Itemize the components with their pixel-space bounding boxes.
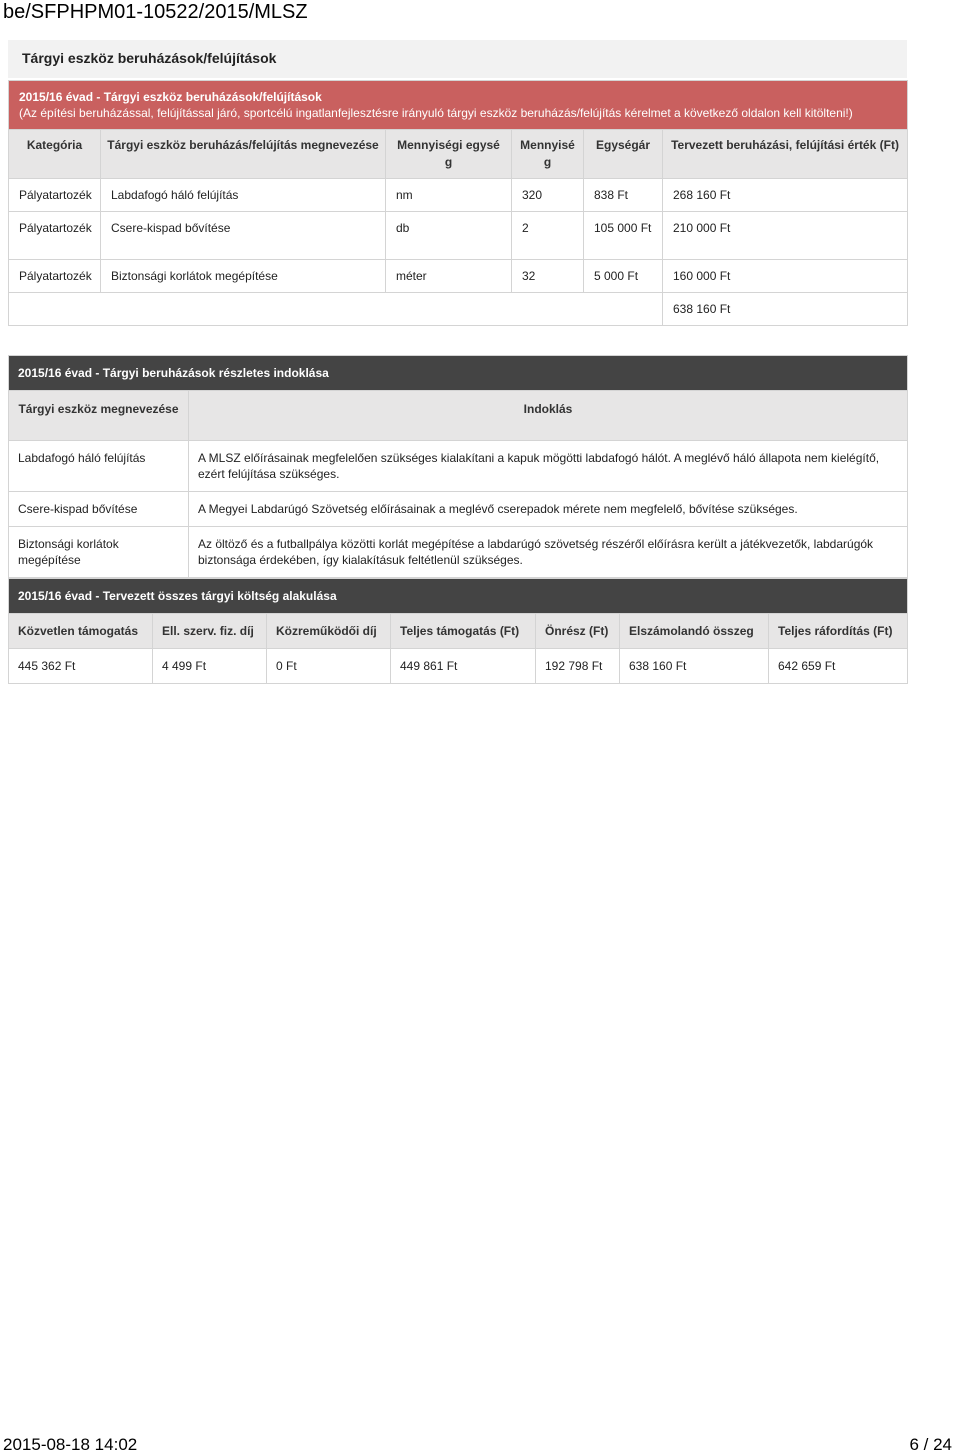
table-row xyxy=(9,492,908,527)
col-total-support: Teljes támogatás (Ft) xyxy=(391,614,536,649)
cell-unit: db xyxy=(386,212,512,260)
investments-note: (Az építési beruházással, felújítással járó, sportcélú ingatlanfejlesztésre irányuló tárgyi eszköz beruházás/felújítás kérelmet a következő oldalon kell kitölteni!) xyxy=(19,106,853,120)
investments-total: 638 160 Ft xyxy=(663,293,908,326)
cell-reason: A Megyei Labdarúgó Szövetség előírásainak a meglévő cserepadok mérete nem megfelelő, bővítése szükséges. xyxy=(189,492,908,527)
cell-quantity: 32 xyxy=(512,260,584,293)
cell-accountable-amount: 638 160 Ft xyxy=(620,649,769,684)
cell-unit: nm xyxy=(386,179,512,212)
col-accountable-amount: Elszámolandó összeg xyxy=(620,614,769,649)
footer-timestamp: 2015-08-18 14:02 xyxy=(3,1435,138,1454)
costs-table xyxy=(8,578,908,684)
col-unit: Mennyiségi egysé g xyxy=(386,130,512,179)
total-row xyxy=(9,293,908,326)
cell-value: 160 000 Ft xyxy=(663,260,908,293)
col-quantity: Mennyisé g xyxy=(512,130,584,179)
cell-asset-name: Biztonsági korlátok megépítése xyxy=(9,527,189,578)
cell-unit-price: 838 Ft xyxy=(584,179,663,212)
cell-name: Labdafogó háló felújítás xyxy=(101,179,386,212)
cell-quantity: 320 xyxy=(512,179,584,212)
table-row xyxy=(9,527,908,578)
table-row xyxy=(9,212,908,260)
cell-value: 210 000 Ft xyxy=(663,212,908,260)
cell-category: Pályatartozék xyxy=(9,179,101,212)
cell-direct-support: 445 362 Ft xyxy=(9,649,153,684)
col-asset-name: Tárgyi eszköz megnevezése xyxy=(9,391,189,441)
cell-value: 268 160 Ft xyxy=(663,179,908,212)
cell-total-expense: 642 659 Ft xyxy=(769,649,908,684)
cell-asset-name: Labdafogó háló felújítás xyxy=(9,441,189,492)
investments-heading: 2015/16 évad - Tárgyi eszköz beruházások/felújítások xyxy=(19,90,322,104)
col-intermediary-fee: Közreműködői díj xyxy=(267,614,391,649)
cell-total-support: 449 861 Ft xyxy=(391,649,536,684)
justification-table xyxy=(8,355,908,578)
cell-unit-price: 105 000 Ft xyxy=(584,212,663,260)
cell-own-share: 192 798 Ft xyxy=(536,649,620,684)
table-row xyxy=(9,179,908,212)
col-control-fee: Ell. szerv. fiz. díj xyxy=(153,614,267,649)
table-row xyxy=(9,260,908,293)
cell-unit-price: 5 000 Ft xyxy=(584,260,663,293)
document-id: be/SFPHPM01-10522/2015/MLSZ xyxy=(3,1,308,23)
costs-heading: 2015/16 évad - Tervezett összes tárgyi költség alakulása xyxy=(9,579,908,614)
col-name: Tárgyi eszköz beruházás/felújítás megnevezése xyxy=(101,130,386,179)
col-value: Tervezett beruházási, felújítási érték (Ft) xyxy=(663,130,908,179)
cell-asset-name: Csere-kispad bővítése xyxy=(9,492,189,527)
cell-reason: Az öltöző és a futballpálya közötti korlát megépítése a labdarúgó szövetség részéről előírásra került a játékvezetők, labdarúgók biztonsága érdekében, így kialakításuk feltétlenül szükséges. xyxy=(189,527,908,578)
cell-intermediary-fee: 0 Ft xyxy=(267,649,391,684)
cell-quantity: 2 xyxy=(512,212,584,260)
col-direct-support: Közvetlen támogatás xyxy=(9,614,153,649)
cell-name: Csere-kispad bővítése xyxy=(101,212,386,260)
col-unit-price: Egységár xyxy=(584,130,663,179)
col-reason: Indoklás xyxy=(189,391,908,441)
cell-category: Pályatartozék xyxy=(9,212,101,260)
cell-unit: méter xyxy=(386,260,512,293)
col-category: Kategória xyxy=(9,130,101,179)
investments-header xyxy=(9,81,908,130)
col-own-share: Önrész (Ft) xyxy=(536,614,620,649)
justification-heading: 2015/16 évad - Tárgyi beruházások részletes indoklása xyxy=(9,356,908,391)
col-total-expense: Teljes ráfordítás (Ft) xyxy=(769,614,908,649)
cell-reason: A MLSZ előírásainak megfelelően szükséges kialakítani a kapuk mögötti labdafogó hálót. A meglévő háló állapota nem kielégítő, ezért felújítása szükséges. xyxy=(189,441,908,492)
investments-table xyxy=(8,80,908,326)
table-row xyxy=(9,649,908,684)
cell-control-fee: 4 499 Ft xyxy=(153,649,267,684)
cell-name: Biztonsági korlátok megépítése xyxy=(101,260,386,293)
footer-page-number: 6 / 24 xyxy=(909,1435,952,1454)
section-title: Tárgyi eszköz beruházások/felújítások xyxy=(8,40,907,78)
table-row xyxy=(9,441,908,492)
cell-category: Pályatartozék xyxy=(9,260,101,293)
